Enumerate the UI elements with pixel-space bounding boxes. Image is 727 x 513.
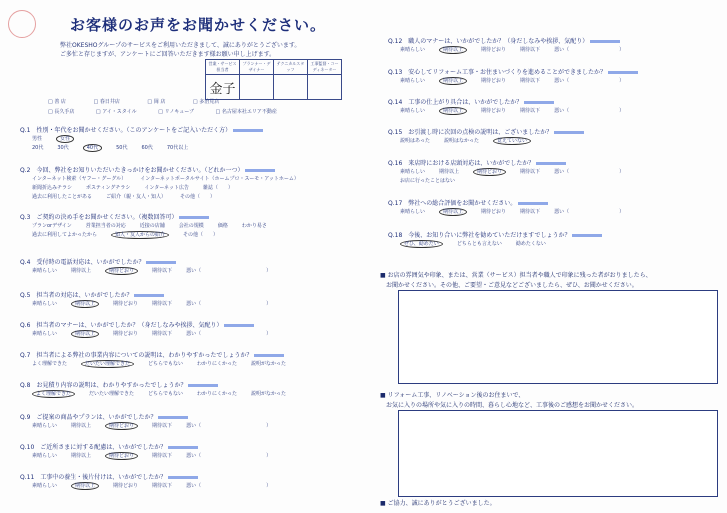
answer-option[interactable]: 素晴らしい — [400, 78, 426, 84]
question-text: 担当者のマナーは、いかがでしたか？（身だしなみや挨拶、気配り） — [36, 322, 223, 329]
question-heading — [20, 380, 218, 389]
question-text: ご契約の決め手をお聞かせください。（複数回答可） — [36, 214, 178, 221]
answer-options — [32, 135, 88, 142]
question-heading — [20, 472, 198, 481]
answer-option[interactable]: だいたい理解できた — [81, 360, 134, 368]
answer-options — [400, 168, 638, 175]
answer-option[interactable]: 過去に利用してよかったから — [32, 232, 98, 238]
answer-option[interactable]: わかりにくかった — [196, 361, 237, 367]
answer-option[interactable]: 期待どおり — [481, 78, 507, 84]
comment-2-text1: ■ リフォーム工事、リノベーション後のお住まいで、 — [380, 392, 525, 399]
highlight-bar — [536, 162, 566, 165]
highlight-bar — [590, 40, 620, 43]
answer-option[interactable]: 素晴らしい — [32, 268, 58, 274]
answer-options — [32, 482, 285, 489]
answer-option[interactable]: 女性 — [56, 135, 74, 143]
answer-option[interactable]: 期待どおり — [481, 209, 507, 215]
answer-option[interactable]: 説明はあった — [400, 138, 430, 144]
question-heading — [20, 257, 176, 266]
answer-options — [32, 452, 285, 459]
answer-option[interactable]: 素晴らしい — [32, 423, 58, 429]
highlight-bar — [524, 101, 554, 104]
question-number: Q.10 — [20, 444, 35, 451]
answer-option[interactable]: ポスティングチラシ — [86, 185, 131, 191]
answer-option[interactable]: 会社の規模 — [178, 223, 204, 229]
question-text: 弊社への総合評価をお聞かせください。 — [408, 200, 517, 207]
intro-line-2: ご多忙と存じますが、アンケートにご回答いただきます様お願い申し上げます。 — [60, 51, 276, 58]
staff-header: プランナー・デザイナー — [240, 60, 274, 75]
answer-option[interactable]: お店に行ったことはない — [400, 178, 456, 184]
question-text: ご提案の商品やプランは、いかがでしたか？ — [36, 414, 157, 421]
answer-option[interactable]: インターネット検索（ヤフー・グーグル） — [32, 176, 127, 182]
answer-option[interactable]: 40代 — [83, 144, 102, 152]
answer-option[interactable]: 男性 — [32, 136, 43, 142]
staff-value-supervisor[interactable] — [308, 75, 342, 100]
question-text: 職人のマナーは、いかがでしたか？（身だしなみや挨拶、気配り） — [408, 38, 589, 45]
answer-options — [32, 231, 232, 238]
footer-thanks: ■ ご協力、誠にありがとうございました。 — [380, 500, 496, 507]
comment-box-2[interactable] — [398, 410, 718, 497]
answer-options — [400, 107, 638, 114]
branch-checkbox[interactable]: □ リノキューブ — [158, 109, 194, 115]
answer-option[interactable]: その他（ ） — [183, 232, 219, 238]
answer-option[interactable]: 期待どおり — [481, 47, 507, 53]
question-heading — [388, 198, 548, 207]
question-heading — [20, 412, 188, 421]
answer-option[interactable]: 説明がなかった — [251, 391, 287, 397]
question-number: Q.17 — [388, 200, 403, 207]
question-text: 担当者による弊社の事業内容についての説明は、わかりやすかったでしょうか？ — [36, 352, 253, 359]
question-number: Q.12 — [388, 38, 403, 45]
answer-option[interactable]: 期待どおり — [473, 168, 506, 176]
answer-option[interactable]: 期待以上 — [71, 423, 92, 429]
answer-option[interactable]: 期待以下 — [152, 331, 173, 337]
question-text: 安心してリフォーム工事・お住まいづくりを進めることができましたか？ — [408, 69, 606, 76]
answer-option[interactable]: 60代 — [141, 145, 153, 151]
answer-option[interactable]: 営業担当者の対応 — [85, 223, 126, 229]
highlight-bar — [554, 131, 584, 134]
answer-option[interactable]: 期待以下 — [520, 47, 541, 53]
answer-option[interactable]: 素晴らしい — [32, 483, 58, 489]
answer-options — [32, 175, 313, 182]
branch-checkbox[interactable]: □ 名古屋本社エリア不動産 — [215, 109, 277, 115]
answer-option[interactable]: 悪い（ ） — [186, 483, 272, 489]
answer-option[interactable]: インターネット広告 — [144, 185, 189, 191]
highlight-bar — [146, 261, 176, 264]
answer-option[interactable]: 説明はなかった — [443, 138, 479, 144]
answer-option[interactable]: わかり易さ — [241, 223, 267, 229]
answer-option[interactable]: 70代以上 — [166, 145, 189, 151]
question-number: Q.18 — [388, 232, 403, 239]
answer-option[interactable]: 30代 — [57, 145, 69, 151]
question-heading — [20, 320, 254, 329]
highlight-bar — [168, 476, 198, 479]
staff-header: 営業・サービス担当者 — [206, 60, 240, 75]
question-heading — [388, 97, 554, 106]
answer-option[interactable]: 期待以下 — [152, 483, 173, 489]
answer-option[interactable]: 期待以上 — [439, 169, 460, 175]
answer-option[interactable]: 価格 — [217, 223, 228, 229]
answer-option[interactable]: 期待以下 — [520, 78, 541, 84]
answer-option[interactable]: どちらでもない — [148, 391, 183, 397]
question-text: 工事の仕上がり具合は、いかがでしたか？ — [408, 99, 523, 106]
question-heading — [20, 125, 263, 134]
answer-option[interactable]: 期待以下 — [152, 268, 173, 274]
highlight-bar — [224, 324, 254, 327]
staff-value-planner[interactable] — [240, 75, 274, 100]
highlight-bar — [158, 416, 188, 419]
answer-option[interactable]: わかりにくかった — [196, 391, 237, 397]
answer-option[interactable]: ぜひ、勧めたい — [400, 240, 443, 248]
answer-option[interactable]: だいたい理解できた — [89, 391, 135, 397]
question-heading — [20, 350, 284, 359]
answer-option[interactable]: どちらとも言えない — [456, 241, 502, 247]
comment-2-text2: お気に入りの場所や気に入りの時間、暮らし心地など、工事後のご感想をお聞かせください。 — [380, 402, 639, 409]
answer-option[interactable]: 素晴らしい — [32, 331, 58, 337]
answer-option[interactable]: 新聞折込みチラシ — [32, 185, 73, 191]
answer-option[interactable]: 知人・友人からの紹介 — [111, 231, 169, 239]
answer-option[interactable]: 近接の店舗 — [139, 223, 165, 229]
highlight-bar — [518, 202, 548, 205]
question-text: ご近所さまに対する配慮は、いかがでしたか？ — [40, 444, 167, 451]
question-number: Q.4 — [20, 259, 31, 266]
answer-option[interactable]: 素晴らしい — [32, 453, 58, 459]
answer-option[interactable]: 期待以上 — [439, 77, 467, 85]
question-text: 性別・年代をお聞かせください。（このアンケートをご記入いただく方） — [36, 127, 232, 134]
answer-option[interactable]: 期待以上 — [439, 107, 467, 115]
answer-options — [400, 137, 545, 144]
answer-option[interactable]: 期待どおり — [113, 301, 139, 307]
answer-option[interactable]: 悪い（ ） — [554, 209, 625, 215]
answer-option[interactable]: 期待以下 — [520, 209, 541, 215]
answer-option[interactable]: その他（ ） — [180, 194, 216, 200]
branch-row-1 — [48, 98, 219, 105]
branch-row-2 — [48, 108, 277, 115]
highlight-bar — [245, 169, 275, 172]
answer-option[interactable]: 期待以上 — [71, 453, 92, 459]
answer-option[interactable]: よく理解できた — [32, 361, 68, 367]
answer-options — [400, 177, 469, 184]
page-title: お客様のお声をお聞かせください。 — [70, 16, 327, 34]
answer-option[interactable]: 期待以上 — [71, 482, 99, 490]
question-heading — [20, 212, 209, 221]
question-number: Q.7 — [20, 352, 31, 359]
highlight-bar — [233, 129, 263, 132]
answer-options — [32, 330, 285, 337]
highlight-bar — [134, 294, 164, 297]
answer-options — [32, 144, 202, 151]
answer-option[interactable]: 過去に利用したことがある — [32, 194, 93, 200]
answer-option[interactable]: 素晴らしい — [400, 47, 426, 53]
answer-option[interactable]: どちらでもない — [148, 361, 183, 367]
answer-option[interactable]: 50代 — [116, 145, 128, 151]
answer-option[interactable]: 悪い（ ） — [554, 78, 625, 84]
answer-option[interactable]: 期待どおり — [113, 331, 139, 337]
answer-option[interactable]: 期待どおり — [481, 108, 507, 114]
answer-option[interactable]: 期待以上 — [71, 300, 99, 308]
answer-option[interactable]: 素晴らしい — [400, 169, 426, 175]
question-heading — [20, 290, 164, 299]
question-number: Q.3 — [20, 214, 31, 221]
answer-option[interactable]: よく理解できた — [32, 390, 75, 398]
stamp-seal — [8, 10, 36, 38]
answer-options — [32, 184, 247, 191]
answer-options — [32, 300, 285, 307]
answer-option[interactable]: 期待どおり — [105, 422, 138, 430]
answer-option[interactable]: インターネットポータルサイト（ホームプロ・スーモ・アットホーム） — [140, 176, 299, 182]
answer-option[interactable]: 期待以下 — [152, 423, 173, 429]
highlight-bar — [168, 446, 198, 449]
branch-checkbox[interactable]: □ 善 店 — [48, 99, 66, 105]
question-number: Q.8 — [20, 382, 31, 389]
staff-value-sales[interactable]: 金子 — [206, 75, 240, 100]
branch-checkbox[interactable]: □ 多治見店 — [192, 99, 220, 105]
staff-value-technical[interactable] — [274, 75, 308, 100]
answer-option[interactable]: 悪い（ ） — [186, 331, 272, 337]
answer-options — [32, 422, 285, 429]
answer-option[interactable]: 覚えていない — [493, 137, 531, 145]
branch-checkbox[interactable]: □ 春日井店 — [93, 99, 120, 105]
answer-option[interactable]: 説明がなかった — [251, 361, 287, 367]
answer-option[interactable]: プランorデザイン — [32, 223, 72, 229]
question-text: 今回、弊社をお知りいただいたきっかけをお聞かせください。（どれか一つ） — [36, 167, 244, 174]
answer-options — [400, 77, 638, 84]
highlight-bar — [179, 216, 209, 219]
question-text: 来店時における店頭対応は、いかがでしたか？ — [408, 160, 535, 167]
question-number: Q.15 — [388, 129, 403, 136]
answer-options — [32, 390, 300, 397]
staff-header: 工事監督・コーディネーター — [308, 60, 342, 75]
question-number: Q.5 — [20, 292, 31, 299]
comment-1-text2: お聞かせください。その他、ご要望・ご意見などございましたら、ぜひ、お聞かせください。 — [380, 282, 638, 289]
question-heading — [388, 127, 584, 136]
branch-checkbox[interactable]: □ アイ・スタイル — [95, 109, 137, 115]
question-number: Q.6 — [20, 322, 31, 329]
highlight-bar — [254, 354, 284, 357]
branch-checkbox[interactable]: □ 長久手店 — [48, 109, 75, 115]
question-text: お引渡し時に次回の点検の説明は、ございましたか？ — [408, 129, 553, 136]
comment-box-1[interactable] — [398, 290, 718, 384]
highlight-bar — [608, 71, 638, 74]
question-text: 今後、お知り合いに弊社を勧めていただけますでしょうか？ — [408, 232, 571, 239]
answer-option[interactable]: 素晴らしい — [400, 209, 426, 215]
answer-options — [32, 222, 281, 229]
answer-option[interactable]: 素晴らしい — [400, 108, 426, 114]
answer-option[interactable]: 期待以下 — [152, 453, 173, 459]
question-text: 受付時の電話対応は、いかがでしたか？ — [36, 259, 145, 266]
answer-option[interactable]: 期待どおり — [113, 483, 139, 489]
answer-option[interactable]: 悪い（ ） — [186, 453, 272, 459]
answer-option[interactable]: 期待以下 — [520, 169, 541, 175]
answer-option[interactable]: 期待どおり — [105, 267, 138, 275]
question-number: Q.13 — [388, 69, 403, 76]
answer-option[interactable]: 20代 — [32, 145, 44, 151]
answer-option[interactable]: 悪い（ ） — [554, 47, 625, 53]
question-heading — [20, 442, 198, 451]
answer-option[interactable]: 期待以上 — [71, 268, 92, 274]
highlight-bar — [572, 234, 602, 237]
question-number: Q.11 — [20, 474, 35, 481]
answer-option[interactable]: 期待どおり — [105, 452, 138, 460]
answer-option[interactable]: 悪い（ ） — [186, 423, 272, 429]
answer-option[interactable]: 期待以下 — [520, 108, 541, 114]
intro-line-1: 弊社OKESHOグループのサービスをご利用いただきまして、誠にありがとうございます。 — [60, 42, 301, 49]
question-heading — [20, 165, 275, 174]
answer-options — [32, 267, 285, 274]
staff-table — [205, 59, 342, 100]
question-number: Q.2 — [20, 167, 31, 174]
answer-option[interactable]: 悪い（ ） — [554, 108, 625, 114]
question-heading — [388, 67, 638, 76]
answer-option[interactable]: 素晴らしい — [32, 301, 58, 307]
highlight-bar — [188, 384, 218, 387]
answer-option[interactable]: 期待以上 — [439, 46, 467, 54]
question-text: 担当者の対応は、いかがでしたか？ — [36, 292, 133, 299]
answer-option[interactable]: 期待以上 — [439, 208, 467, 216]
question-number: Q.9 — [20, 414, 31, 421]
answer-option[interactable]: 期待以下 — [152, 301, 173, 307]
question-number: Q.14 — [388, 99, 403, 106]
staff-header: テクニカルスタッフ — [274, 60, 308, 75]
question-text: お見積り内容の説明は、わかりやすかったでしょうか？ — [36, 382, 187, 389]
question-heading — [388, 230, 602, 239]
answer-option[interactable]: 雑誌（ ） — [202, 185, 233, 191]
answer-options — [32, 360, 300, 367]
answer-option[interactable]: 勧めたくない — [515, 241, 546, 247]
question-number: Q.16 — [388, 160, 403, 167]
branch-checkbox[interactable]: □ 岡 店 — [147, 99, 166, 105]
question-number: Q.1 — [20, 127, 31, 134]
answer-option[interactable]: 期待以上 — [71, 330, 99, 338]
answer-options — [32, 193, 229, 200]
answer-options — [400, 46, 638, 53]
answer-option[interactable]: 悪い（ ） — [186, 268, 272, 274]
question-heading — [388, 36, 620, 45]
question-text: 工事中の養生・後片付けは、いかがでしたか？ — [40, 474, 167, 481]
question-heading — [388, 158, 566, 167]
answer-option[interactable]: 悪い（ ） — [186, 301, 272, 307]
comment-1-text1: ■ お店の雰囲気や印象、または、営業（サービス）担当者や職人で印象に残った者がおりましたら、 — [380, 272, 652, 279]
answer-options — [400, 240, 560, 247]
answer-option[interactable]: 悪い（ ） — [554, 169, 625, 175]
answer-option[interactable]: ご紹介（親・友人・知人） — [106, 194, 167, 200]
answer-options — [400, 208, 638, 215]
